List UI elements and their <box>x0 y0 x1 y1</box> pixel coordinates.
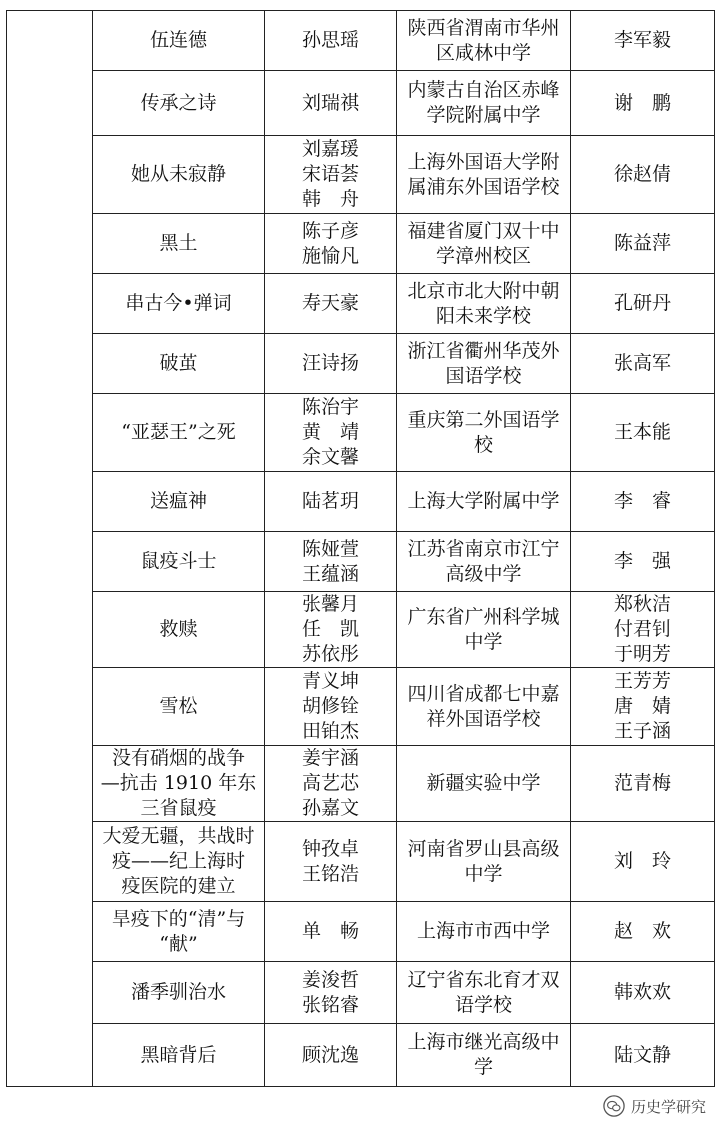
table-row <box>7 746 715 822</box>
cell-line: 国语学校 <box>445 364 522 387</box>
table-row <box>7 11 715 71</box>
cell-line: 苏依彤 <box>301 643 359 665</box>
cell-line: 孙嘉文 <box>301 797 359 819</box>
cell-line: 旱疫下的“清”与 <box>111 907 246 930</box>
school-cell <box>397 902 571 962</box>
cell-line: 姜宇涵 <box>301 747 359 769</box>
cell-line: 福建省厦门双十中 <box>407 219 560 242</box>
cell-line: 新疆实验中学 <box>426 772 541 794</box>
table-row <box>7 532 715 592</box>
cell-line: 四川省成都七中嘉 <box>407 682 560 705</box>
cell-line: 黑土 <box>159 232 198 254</box>
table-row <box>7 472 715 532</box>
cell-line: 刘 玲 <box>613 850 671 872</box>
cell-line: 中学 <box>464 630 503 653</box>
teacher-cell <box>571 532 715 592</box>
cell-line: 北京市北大附中朝 <box>407 279 560 302</box>
teacher-cell <box>571 902 715 962</box>
cell-line: 王芳芳 <box>613 670 671 692</box>
authors-cell <box>265 902 397 962</box>
cell-line: 范青梅 <box>613 772 671 794</box>
cell-line: 疫——纪上海时 <box>111 850 245 872</box>
cell-line: 串古今•弹词 <box>125 292 232 314</box>
category-cell <box>7 11 93 1087</box>
title-cell <box>93 668 265 746</box>
cell-line: 宋语荟 <box>301 163 359 185</box>
school-cell <box>397 746 571 822</box>
title-cell <box>93 334 265 394</box>
watermark-text: 历史学研究 <box>630 1097 706 1116</box>
cell-line: 祥外国语学校 <box>426 707 541 730</box>
teacher-cell <box>571 822 715 902</box>
teacher-cell <box>571 472 715 532</box>
cell-line: 付君钊 <box>613 618 671 640</box>
cell-line: 孙思瑶 <box>301 29 359 51</box>
cell-line: 青义坤 <box>301 670 359 692</box>
table-row <box>7 71 715 136</box>
cell-line: “亚瑟王”之死 <box>121 421 236 443</box>
cell-line: 区咸林中学 <box>435 41 531 64</box>
cell-line: 重庆第二外国语学 <box>407 408 560 431</box>
cell-line: 陆文静 <box>613 1043 671 1066</box>
cell-line: 陈子彦 <box>301 219 359 242</box>
cell-line: 李军毅 <box>613 29 671 51</box>
cell-line: 学 <box>473 1056 493 1078</box>
cell-line: 陈娅萱 <box>301 537 359 560</box>
title-cell <box>93 592 265 668</box>
cell-line: 胡修铨 <box>301 695 359 717</box>
cell-line: 李 睿 <box>613 490 671 512</box>
cell-line: 陕西省渭南市华州 <box>407 16 560 39</box>
authors-cell <box>265 746 397 822</box>
teacher-cell <box>571 71 715 136</box>
cell-line: 语学校 <box>454 993 512 1016</box>
cell-line: 王铭浩 <box>301 862 359 885</box>
cell-line: 浙江省衢州华茂外 <box>407 339 560 362</box>
school-cell <box>397 214 571 274</box>
teacher-cell <box>571 214 715 274</box>
cell-line: 汪诗扬 <box>301 352 359 374</box>
title-cell <box>93 472 265 532</box>
teacher-cell <box>571 1024 715 1087</box>
teacher-cell <box>571 962 715 1024</box>
cell-line: 大爱无疆，共战时 <box>102 825 255 847</box>
cell-line: 谢 鹏 <box>613 91 671 114</box>
authors-cell <box>265 472 397 532</box>
cell-line: 上海外国语大学附 <box>407 150 560 173</box>
title-cell <box>93 962 265 1024</box>
school-cell <box>397 532 571 592</box>
school-cell <box>397 962 571 1024</box>
teacher-cell <box>571 746 715 822</box>
cell-line: 王子涵 <box>613 720 671 742</box>
teacher-cell <box>571 334 715 394</box>
cell-line: 黑暗背后 <box>140 1043 217 1066</box>
school-cell <box>397 334 571 394</box>
cell-line: 王蕴涵 <box>301 562 359 585</box>
cell-line: 张高军 <box>613 352 671 374</box>
cell-line: 潘季驯治水 <box>130 981 226 1003</box>
title-cell <box>93 902 265 962</box>
table-row <box>7 1024 715 1087</box>
cell-line: 破茧 <box>159 352 198 374</box>
cell-line: 伍连德 <box>149 29 207 51</box>
cell-line: 鼠疫斗士 <box>140 550 217 572</box>
cell-line: 上海市继光高级中 <box>407 1031 560 1053</box>
cell-line: 属浦东外国语学校 <box>407 175 560 198</box>
wechat-icon <box>603 1095 625 1117</box>
table-row <box>7 334 715 394</box>
cell-line: 寿天豪 <box>301 292 359 314</box>
cell-line: 任 凯 <box>301 618 359 640</box>
authors-cell <box>265 136 397 214</box>
title-cell <box>93 11 265 71</box>
school-cell <box>397 472 571 532</box>
cell-line: 上海市市西中学 <box>416 920 550 942</box>
cell-line: 中学 <box>464 862 503 885</box>
cell-line: 韩 舟 <box>301 188 359 210</box>
cell-line: 刘嘉瑗 <box>301 138 359 160</box>
cell-line: 王本能 <box>613 421 671 443</box>
cell-line: 唐 婧 <box>613 695 671 717</box>
cell-line: 疫医院的建立 <box>121 875 236 897</box>
teacher-cell <box>571 274 715 334</box>
table-row <box>7 962 715 1024</box>
cell-line: 孔研丹 <box>613 292 671 314</box>
table-row <box>7 136 715 214</box>
school-cell <box>397 11 571 71</box>
cell-line: 姜浚哲 <box>301 968 359 991</box>
cell-line: 施愉凡 <box>301 244 359 267</box>
authors-cell <box>265 71 397 136</box>
cell-line: 黄 靖 <box>301 421 359 443</box>
school-cell <box>397 1024 571 1087</box>
cell-line: 陈益萍 <box>613 232 671 254</box>
cell-line: 阳未来学校 <box>435 304 531 327</box>
authors-cell <box>265 214 397 274</box>
school-cell <box>397 668 571 746</box>
cell-line: 高艺芯 <box>301 772 359 794</box>
authors-cell <box>265 394 397 472</box>
cell-line: 辽宁省东北育才双 <box>407 968 560 991</box>
cell-line: 救赎 <box>159 618 198 640</box>
watermark <box>600 1094 709 1118</box>
title-cell <box>93 136 265 214</box>
authors-cell <box>265 668 397 746</box>
teacher-cell <box>571 136 715 214</box>
table-row <box>7 214 715 274</box>
cell-line: 校 <box>473 433 493 456</box>
cell-line: 张馨月 <box>301 593 359 615</box>
school-cell <box>397 136 571 214</box>
title-cell <box>93 274 265 334</box>
table-row <box>7 394 715 472</box>
cell-line: 内蒙古自治区赤峰 <box>407 79 560 101</box>
cell-line: 河南省罗山县高级 <box>407 837 560 860</box>
cell-line: 单 畅 <box>301 920 359 942</box>
cell-line: 陆茗玥 <box>301 490 359 512</box>
title-cell <box>93 746 265 822</box>
cell-line: “献” <box>159 932 198 955</box>
cell-line: 田铂杰 <box>301 720 359 742</box>
cell-line: 徐赵倩 <box>613 163 671 185</box>
cell-line: 江苏省南京市江宁 <box>407 537 560 560</box>
cell-line: 陈治宇 <box>301 396 359 418</box>
cell-line: 高级中学 <box>445 562 522 585</box>
award-table <box>6 10 715 1087</box>
title-cell <box>93 1024 265 1087</box>
cell-line: 赵 欢 <box>613 920 671 942</box>
cell-line: 她从未寂静 <box>130 163 226 185</box>
school-cell <box>397 274 571 334</box>
title-cell <box>93 822 265 902</box>
table-row <box>7 668 715 746</box>
school-cell <box>397 592 571 668</box>
table-row <box>7 274 715 334</box>
cell-line: 顾沈逸 <box>301 1043 359 1066</box>
teacher-cell <box>571 592 715 668</box>
title-cell <box>93 532 265 592</box>
authors-cell <box>265 962 397 1024</box>
cell-line: 张铭睿 <box>301 993 359 1016</box>
cell-line: 上海大学附属中学 <box>407 490 560 512</box>
school-cell <box>397 394 571 472</box>
authors-cell <box>265 11 397 71</box>
title-cell <box>93 71 265 136</box>
cell-line: 广东省广州科学城 <box>407 605 560 628</box>
cell-line: 学漳州校区 <box>435 244 531 267</box>
cell-line: 于明芳 <box>613 643 671 665</box>
cell-line: —抗击 1910 年东 <box>100 772 257 794</box>
title-cell <box>93 214 265 274</box>
teacher-cell <box>571 394 715 472</box>
cell-line: 余文馨 <box>301 446 359 468</box>
teacher-cell <box>571 668 715 746</box>
authors-cell <box>265 274 397 334</box>
table-row <box>7 822 715 902</box>
cell-line: 钟孜卓 <box>301 837 359 860</box>
school-cell <box>397 71 571 136</box>
teacher-cell <box>571 11 715 71</box>
authors-cell <box>265 592 397 668</box>
cell-line: 三省鼠疫 <box>140 797 217 819</box>
cell-line: 雪松 <box>159 695 198 717</box>
cell-line: 没有硝烟的战争 <box>111 747 245 769</box>
authors-cell <box>265 822 397 902</box>
cell-line: 传承之诗 <box>140 91 217 114</box>
cell-line: 韩欢欢 <box>613 981 671 1003</box>
cell-line: 学院附属中学 <box>426 104 541 126</box>
title-cell <box>93 394 265 472</box>
authors-cell <box>265 532 397 592</box>
cell-line: 郑秋洁 <box>613 593 671 615</box>
authors-cell <box>265 1024 397 1087</box>
table-row <box>7 902 715 962</box>
cell-line: 李 强 <box>613 550 671 572</box>
school-cell <box>397 822 571 902</box>
cell-line: 送瘟神 <box>149 490 207 512</box>
authors-cell <box>265 334 397 394</box>
cell-line: 刘瑞祺 <box>301 91 359 114</box>
table-row <box>7 592 715 668</box>
